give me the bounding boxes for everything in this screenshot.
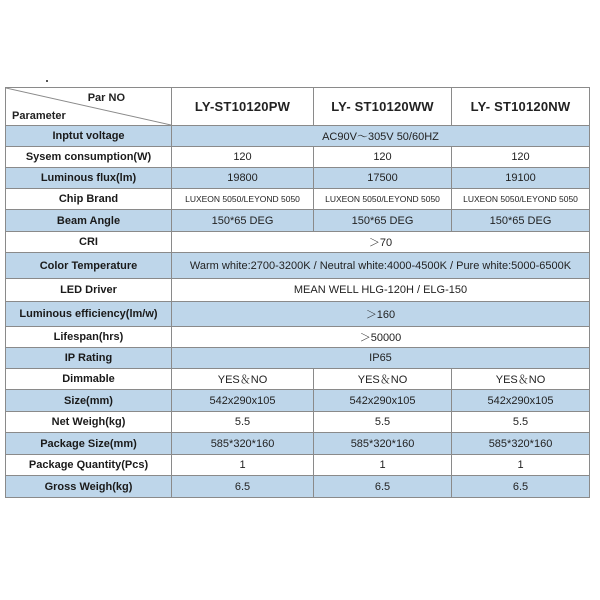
parameter-label: CRI [6,232,172,253]
value-cell: 19800 [172,168,314,189]
value-cell: 6.5 [172,476,314,498]
value-cell: 1 [314,455,452,476]
parameter-label: Beam Angle [6,210,172,232]
parameter-label: IP Rating [6,348,172,369]
value-cell: 150*65 DEG [314,210,452,232]
value-cell: 585*320*160 [172,433,314,455]
merged-value-cell: Warm white:2700-3200K / Neutral white:4000-4500K / Pure white:5000-6500K [172,253,590,279]
parameter-label: Net Weigh(kg) [6,412,172,433]
value-cell: 585*320*160 [314,433,452,455]
parameter-label: Inptut voltage [6,126,172,147]
corner-header-cell [6,88,172,126]
value-cell: 585*320*160 [452,433,590,455]
parameter-label: Lifespan(hrs) [6,327,172,348]
parameter-label: Sysem consumption(W) [6,147,172,168]
value-cell: LUXEON 5050/LEYOND 5050 [452,189,590,210]
value-cell: LUXEON 5050/LEYOND 5050 [172,189,314,210]
table-row [6,126,590,147]
model-header-2: LY- ST10120WW [314,88,452,126]
value-cell: 150*65 DEG [172,210,314,232]
value-cell: LUXEON 5050/LEYOND 5050 [314,189,452,210]
parameter-label: Luminous efficiency(lm/w) [6,302,172,327]
corner-header-bottom: Parameter [12,110,66,122]
value-cell: 1 [452,455,590,476]
table-row [6,433,590,455]
value-cell: 542x290x105 [452,390,590,412]
corner-header-top: Par NO [87,92,125,104]
table-row [6,327,590,348]
value-cell: YES＆NO [452,369,590,390]
parameter-label: Luminous flux(lm) [6,168,172,189]
table-row [6,369,590,390]
merged-value-cell: IP65 [172,348,590,369]
stray-mark [46,80,48,82]
value-cell: 17500 [314,168,452,189]
parameter-label: Gross Weigh(kg) [6,476,172,498]
merged-value-cell: ＞160 [172,302,590,327]
table-row [6,412,590,433]
value-cell: 542x290x105 [172,390,314,412]
table-row [6,189,590,210]
table-row [6,279,590,302]
value-cell: 19100 [452,168,590,189]
table-row [6,348,590,369]
model-header-3: LY- ST10120NW [452,88,590,126]
merged-value-cell: ＞50000 [172,327,590,348]
table-row [6,476,590,498]
value-cell: 5.5 [314,412,452,433]
table-row [6,147,590,168]
value-cell: YES＆NO [314,369,452,390]
table-row [6,232,590,253]
table-row [6,210,590,232]
merged-value-cell: ＞70 [172,232,590,253]
table-row [6,253,590,279]
value-cell: 1 [172,455,314,476]
spec-table [5,87,590,498]
parameter-label: Package Quantity(Pcs) [6,455,172,476]
parameter-label: LED Driver [6,279,172,302]
merged-value-cell: MEAN WELL HLG-120H / ELG-150 [172,279,590,302]
parameter-label: Chip Brand [6,189,172,210]
value-cell: 120 [172,147,314,168]
table-row [6,455,590,476]
table-row [6,390,590,412]
parameter-label: Package Size(mm) [6,433,172,455]
value-cell: 542x290x105 [314,390,452,412]
value-cell: 6.5 [452,476,590,498]
value-cell: 5.5 [172,412,314,433]
parameter-label: Size(mm) [6,390,172,412]
value-cell: 6.5 [314,476,452,498]
value-cell: 150*65 DEG [452,210,590,232]
merged-value-cell: AC90V～305V 50/60HZ [172,126,590,147]
model-header-1: LY-ST10120PW [172,88,314,126]
value-cell: YES＆NO [172,369,314,390]
table-row [6,302,590,327]
value-cell: 5.5 [452,412,590,433]
table-row [6,168,590,189]
parameter-label: Dimmable [6,369,172,390]
value-cell: 120 [314,147,452,168]
value-cell: 120 [452,147,590,168]
parameter-label: Color Temperature [6,253,172,279]
table-header-row [6,88,590,126]
